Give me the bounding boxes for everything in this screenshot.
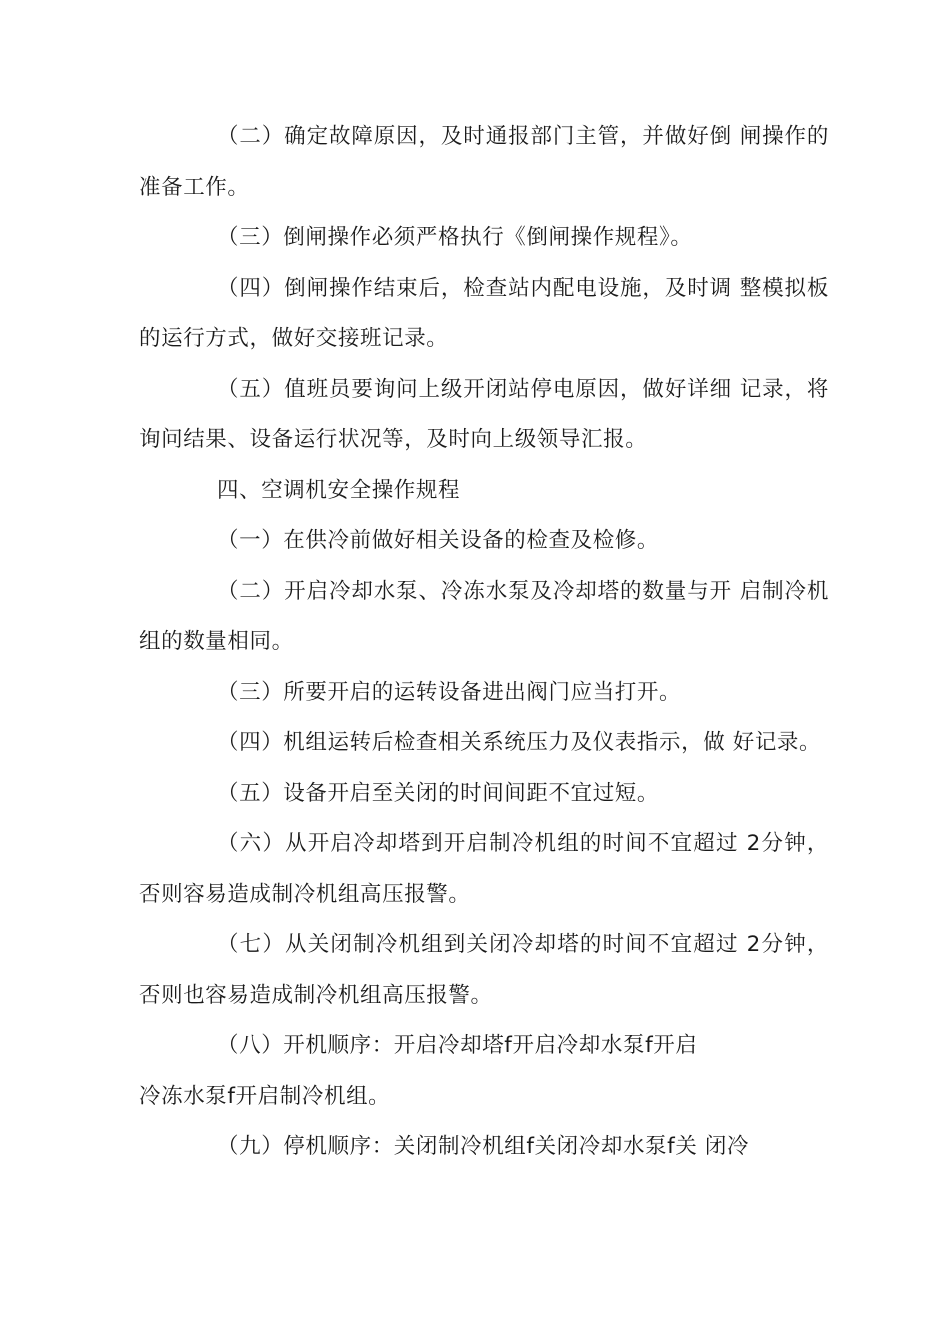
paragraph-shutdown-order: （九）停机顺序：关闭制冷机组f关闭冷却水泵f关 闭冷 — [217, 1134, 750, 1159]
paragraph-pressure-check: （四）机组运转后检查相关系统压力及仪表指示，做 好记录。 — [217, 730, 822, 755]
paragraph-startup-timing: （六）从开启冷却塔到开启制冷机组的时间不宜超过 2分钟，否则容易造成制冷机组高压报警。 — [139, 831, 829, 907]
paragraph-duty-inquiry: （五）值班员要询问上级开闭站停电原因，做好详细 记录，将询问结果、设备运行状况等，及时向上级领导汇报。 — [139, 376, 829, 452]
document-body — [139, 112, 829, 1173]
paragraph-startup-order-line2: 冷冻水泵f开启制冷机组。 — [139, 1083, 391, 1109]
paragraph-after-switching: （四）倒闸操作结束后，检查站内配电设施，及时调 整模拟板的运行方式，做好交接班记录。 — [139, 275, 829, 351]
paragraph-startup-order-line1: （八）开机顺序：开启冷却塔f开启冷却水泵f开启 — [217, 1033, 698, 1058]
paragraph-pre-cooling-check: （一）在供冷前做好相关设备的检查及检修。 — [217, 528, 660, 553]
paragraph-pump-count: （二）开启冷却水泵、冷冻水泵及冷却塔的数量与开 启制冷机组的数量相同。 — [139, 578, 829, 654]
paragraph-switching-rules: （三）倒闸操作必须严格执行《倒闸操作规程》。 — [217, 225, 693, 250]
paragraph-valves-open: （三）所要开启的运转设备进出阀门应当打开。 — [217, 679, 682, 705]
paragraph-fault-cause: （二）确定故障原因，及时通报部门主管，并做好倒 闸操作的准备工作。 — [139, 124, 829, 200]
paragraph-shutdown-timing: （七）从关闭制冷机组到关闭冷却塔的时间不宜超过 2分钟，否则也容易造成制冷机组高压报警。 — [139, 932, 829, 1008]
section-heading-ac-safety: 四、空调机安全操作规程 — [217, 477, 461, 503]
paragraph-interval: （五）设备开启至关闭的时间间距不宜过短。 — [217, 780, 660, 806]
